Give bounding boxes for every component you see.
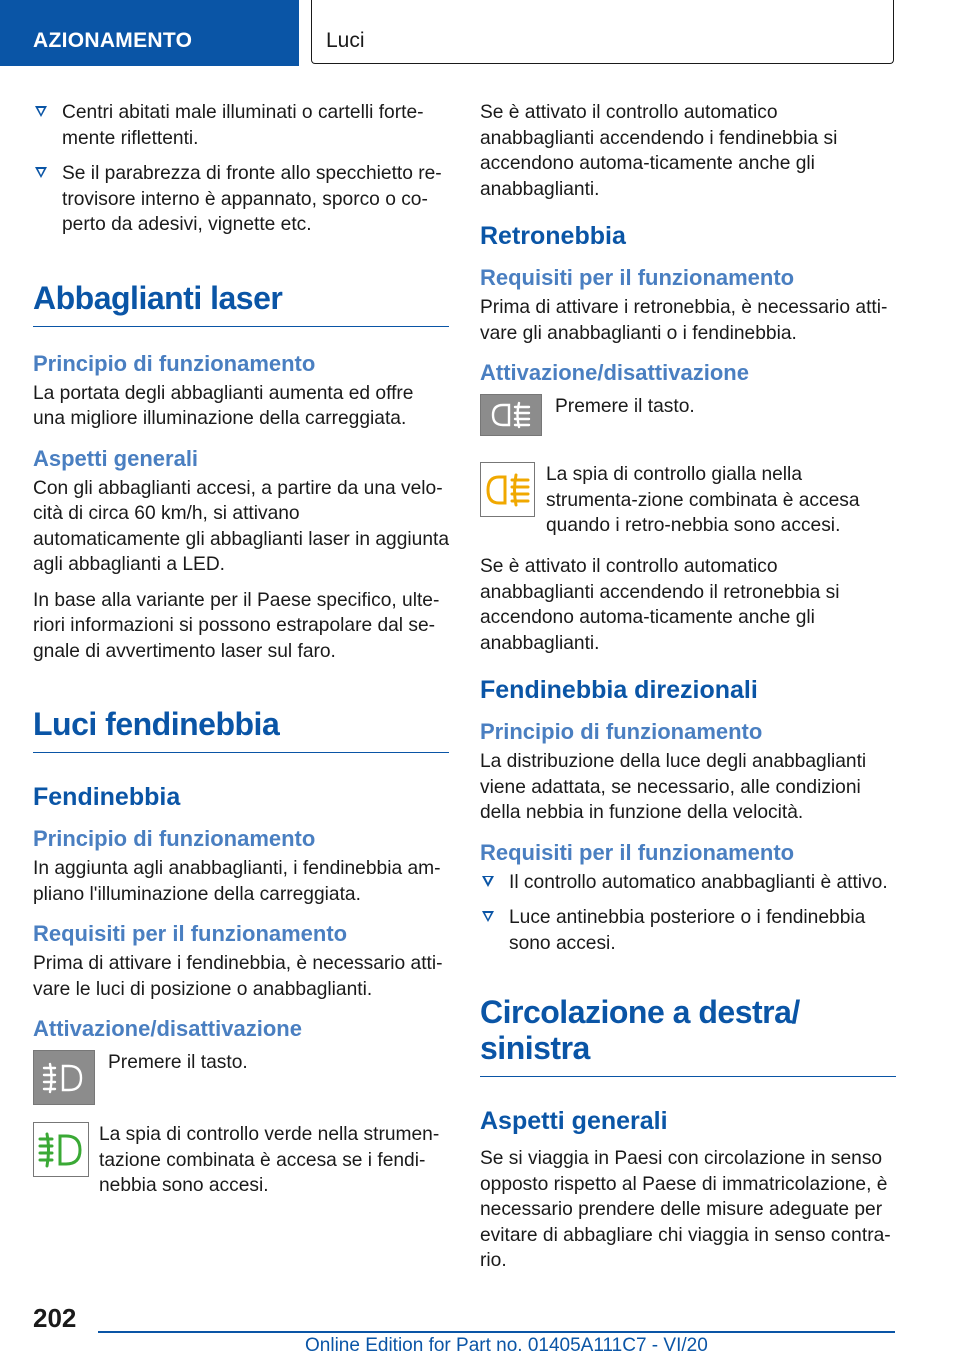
paragraph: Premere il tasto.	[108, 1052, 248, 1073]
heading-fendinebbia: Fendinebbia	[33, 783, 181, 811]
heading-requisiti: Requisiti per il funzionamento	[33, 921, 348, 946]
list-item-text: Il controllo automatico anabbaglianti è attivo.	[509, 871, 888, 893]
footer-divider	[98, 1331, 895, 1333]
heading-fendinebbia-direzionali: Fendinebbia direzionali	[480, 676, 758, 704]
paragraph: La spia di controllo gialla nella strumenta-zione combinata è accesa quando i retro-nebbia sono accesi.	[546, 464, 860, 536]
heading-aspetti-generali: Aspetti generali	[33, 445, 199, 471]
heading-principio: Principio di funzionamento	[480, 719, 763, 744]
heading-principio: Principio di funzionamento	[33, 826, 316, 851]
amber-rear-fog-indicator-icon	[480, 462, 535, 517]
rear-fog-light-icon	[480, 394, 542, 436]
button-instruction	[480, 394, 896, 450]
paragraph: Se si viaggia in Paesi con circolazione in senso opposto rispetto al Paese di immatricolazione, è necessario prendere delle misure adeguate per evitare di abbagliare chi viaggia in senso contra-rio.	[480, 1148, 891, 1271]
right-column	[480, 100, 896, 1284]
page-number: 202	[33, 1303, 77, 1333]
heading-abbaglianti-laser: Abbaglianti laser	[33, 280, 449, 327]
bullet-triangle-icon	[35, 106, 47, 117]
heading-requisiti: Requisiti per il funzionamento	[480, 839, 795, 865]
heading-luci-fendinebbia: Luci fendinebbia	[33, 706, 449, 753]
paragraph: La spia di controllo verde nella strumen-tazione combinata è accesa se i fendi-nebbia sono accesi.	[99, 1124, 440, 1196]
footer-edition: Online Edition for Part no. 01405A111C7 - VI/20	[305, 1335, 708, 1356]
paragraph: In aggiunta agli anabbaglianti, i fendinebbia am-pliano l'illuminazione della carreggiata.	[33, 858, 441, 905]
heading-requisiti: Requisiti per il funzionamento	[480, 265, 795, 290]
list-item	[480, 905, 896, 956]
paragraph: Con gli abbaglianti accesi, a partire da una velo-cità di circa 60 km/h, si attivano automaticamente gli abbaglianti laser in aggiunta agli abbaglianti a LED.	[33, 477, 449, 575]
list-item-text: Luce antinebbia posteriore o i fendinebbia sono accesi.	[509, 907, 866, 954]
header-section-label: AZIONAMENTO	[33, 29, 193, 52]
header-title: Luci	[326, 29, 365, 52]
heading-principio: Principio di funzionamento	[33, 350, 316, 376]
bullet-triangle-icon	[482, 876, 494, 887]
indicator-instruction	[33, 1122, 449, 1200]
paragraph: Prima di attivare i retronebbia, è necessario atti-vare gli anabbaglianti o i fendinebbia.	[480, 297, 888, 344]
bullet-triangle-icon	[35, 167, 47, 178]
heading-attivazione: Attivazione/disattivazione	[33, 1016, 302, 1041]
button-instruction	[33, 1050, 449, 1110]
header-section-tab	[0, 0, 299, 66]
list-item	[33, 100, 449, 151]
paragraph: La portata degli abbaglianti aumenta ed offre una migliore illuminazione della carreggiata.	[33, 382, 414, 429]
left-column	[33, 100, 449, 1212]
front-fog-light-icon	[33, 1050, 95, 1105]
indicator-instruction	[480, 462, 896, 542]
list-item	[33, 161, 449, 238]
heading-aspetti-generali: Aspetti generali	[480, 1107, 668, 1135]
bullet-triangle-icon	[482, 911, 494, 922]
paragraph: Prima di attivare i fendinebbia, è necessario atti-vare le luci di posizione o anabbaglianti.	[33, 953, 443, 1000]
list-item-text: Centri abitati male illuminati o cartelli forte-mente riflettenti.	[62, 102, 424, 149]
list-item-text: Se il parabrezza di fronte allo specchietto re-trovisore interno è appannato, sporco o co-perto da adesivi, vignette etc.	[62, 163, 442, 235]
paragraph: Se è attivato il controllo automatico anabbaglianti accendendo il retronebbia si accendono automa-ticamente anche gli anabbaglianti.	[480, 556, 840, 654]
green-fog-indicator-icon	[33, 1122, 89, 1177]
paragraph: Premere il tasto.	[555, 396, 695, 417]
header-title-box	[311, 0, 894, 64]
heading-retronebbia: Retronebbia	[480, 222, 626, 250]
heading-circolazione: Circolazione a destra/ sinistra	[480, 994, 896, 1077]
paragraph: In base alla variante per il Paese specifico, ulte-riori informazioni si possono estrapolare dal se-gnale di avvertimento laser sul faro.	[33, 589, 440, 662]
heading-attivazione: Attivazione/disattivazione	[480, 360, 749, 385]
list-item	[480, 870, 896, 896]
paragraph: La distribuzione della luce degli anabbaglianti viene adattata, se necessario, alle condizioni della nebbia in funzione della velocità.	[480, 751, 867, 823]
paragraph: Se è attivato il controllo automatico anabbaglianti accendendo i fendinebbia si accendono automa-ticamente anche gli anabbaglianti.	[480, 102, 838, 200]
